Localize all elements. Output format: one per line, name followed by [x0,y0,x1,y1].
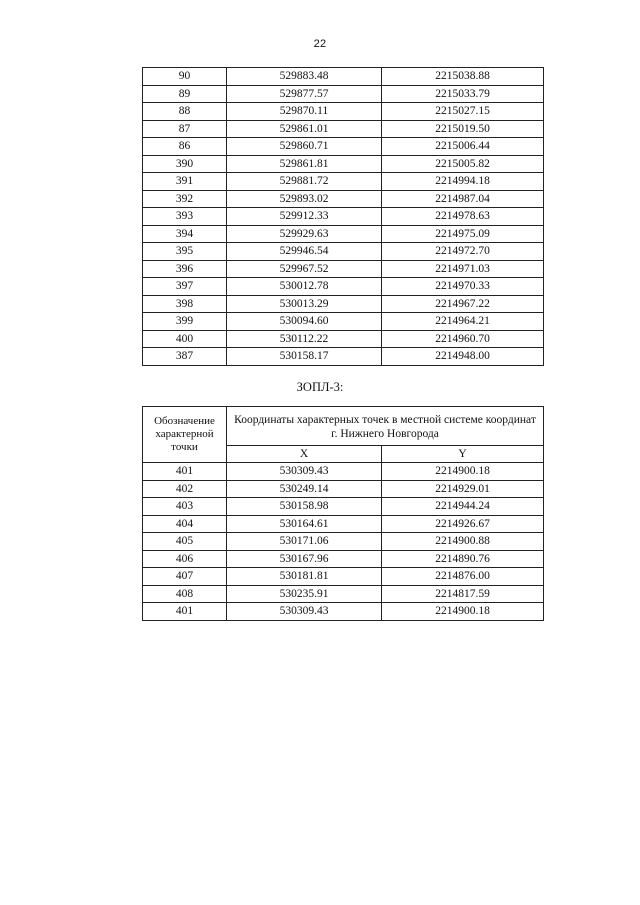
point-designation-header: Обозначение характерной точки [143,407,227,463]
y-coordinate-cell: 2215038.88 [382,68,544,86]
x-coordinate-cell: 529893.02 [227,190,382,208]
y-coordinate-cell: 2214876.00 [382,568,544,586]
y-coordinate-cell: 2214929.01 [382,480,544,498]
y-coordinate-cell: 2214987.04 [382,190,544,208]
x-coordinate-cell: 530235.91 [227,585,382,603]
table-row [143,68,544,86]
x-coordinate-cell: 530309.43 [227,603,382,621]
y-coordinate-cell: 2214975.09 [382,225,544,243]
y-coordinate-cell: 2214900.18 [382,603,544,621]
point-number-cell: 404 [143,515,227,533]
point-number-cell: 387 [143,348,227,366]
table-row [143,463,544,481]
x-coordinate-cell: 529929.63 [227,225,382,243]
table-row [143,568,544,586]
x-coordinate-cell: 530158.98 [227,498,382,516]
point-number-cell: 392 [143,190,227,208]
table-row [143,85,544,103]
y-coordinate-cell: 2214964.21 [382,313,544,331]
x-coordinate-cell: 529967.52 [227,260,382,278]
y-coordinate-cell: 2214890.76 [382,550,544,568]
table-row [143,295,544,313]
header-row [143,407,544,446]
y-coordinate-cell: 2214972.70 [382,243,544,261]
zopl3-coordinates-table [142,406,544,621]
coordinates-table-continued [142,67,544,366]
zopl3-table-body [143,463,544,621]
x-coordinate-cell: 529883.48 [227,68,382,86]
point-number-cell: 403 [143,498,227,516]
coordinates-table-body [143,68,544,366]
point-number-cell: 402 [143,480,227,498]
table-row [143,515,544,533]
y-coordinate-cell: 2214960.70 [382,330,544,348]
table-row [143,120,544,138]
y-coordinate-cell: 2214817.59 [382,585,544,603]
table-row [143,155,544,173]
x-coordinate-cell: 530094.60 [227,313,382,331]
table-row [143,138,544,156]
y-axis-header: Y [382,446,544,463]
y-coordinate-cell: 2215027.15 [382,103,544,121]
y-coordinate-cell: 2215006.44 [382,138,544,156]
y-coordinate-cell: 2215033.79 [382,85,544,103]
x-coordinate-cell: 529946.54 [227,243,382,261]
point-number-cell: 398 [143,295,227,313]
point-number-cell: 394 [143,225,227,243]
y-coordinate-cell: 2214970.33 [382,278,544,296]
y-coordinate-cell: 2214994.18 [382,173,544,191]
y-coordinate-cell: 2214944.24 [382,498,544,516]
table-row [143,348,544,366]
point-number-cell: 408 [143,585,227,603]
page-number: 22 [313,38,327,50]
x-coordinate-cell: 529861.01 [227,120,382,138]
section-title: ЗОПЛ-3: [296,380,344,394]
x-coordinate-cell: 529912.33 [227,208,382,226]
point-number-cell: 395 [143,243,227,261]
point-number-cell: 90 [143,68,227,86]
point-number-cell: 399 [143,313,227,331]
table-row [143,533,544,551]
point-number-cell: 397 [143,278,227,296]
point-number-cell: 393 [143,208,227,226]
x-coordinate-cell: 530164.61 [227,515,382,533]
point-number-cell: 87 [143,120,227,138]
point-number-cell: 88 [143,103,227,121]
y-coordinate-cell: 2214971.03 [382,260,544,278]
point-number-cell: 86 [143,138,227,156]
y-coordinate-cell: 2214948.00 [382,348,544,366]
x-coordinate-cell: 529860.71 [227,138,382,156]
table-row [143,550,544,568]
table-header [143,407,544,463]
table-row [143,603,544,621]
coordinates-header: Координаты характерных точек в местной системе координат г. Нижнего Новгорода [227,407,544,446]
table-row [143,243,544,261]
point-number-cell: 390 [143,155,227,173]
point-number-cell: 391 [143,173,227,191]
point-number-cell: 400 [143,330,227,348]
table-row [143,330,544,348]
x-coordinate-cell: 529861.81 [227,155,382,173]
point-number-cell: 396 [143,260,227,278]
x-coordinate-cell: 530167.96 [227,550,382,568]
table-row [143,173,544,191]
table-row [143,260,544,278]
point-number-cell: 89 [143,85,227,103]
x-axis-header: X [227,446,382,463]
table-row [143,313,544,331]
x-coordinate-cell: 530309.43 [227,463,382,481]
table-row [143,585,544,603]
y-coordinate-cell: 2215019.50 [382,120,544,138]
point-number-cell: 406 [143,550,227,568]
point-number-cell: 407 [143,568,227,586]
x-coordinate-cell: 530112.22 [227,330,382,348]
point-number-cell: 401 [143,603,227,621]
table-row [143,278,544,296]
table-row [143,225,544,243]
x-coordinate-cell: 530158.17 [227,348,382,366]
table-row [143,190,544,208]
x-coordinate-cell: 529870.11 [227,103,382,121]
y-coordinate-cell: 2214900.88 [382,533,544,551]
y-coordinate-cell: 2214900.18 [382,463,544,481]
table-row [143,103,544,121]
y-coordinate-cell: 2214926.67 [382,515,544,533]
x-coordinate-cell: 529877.57 [227,85,382,103]
x-coordinate-cell: 530171.06 [227,533,382,551]
table-row [143,498,544,516]
x-coordinate-cell: 530012.78 [227,278,382,296]
x-coordinate-cell: 530249.14 [227,480,382,498]
x-coordinate-cell: 530013.29 [227,295,382,313]
table-row [143,480,544,498]
table-row [143,208,544,226]
x-coordinate-cell: 530181.81 [227,568,382,586]
point-number-cell: 401 [143,463,227,481]
y-coordinate-cell: 2215005.82 [382,155,544,173]
y-coordinate-cell: 2214967.22 [382,295,544,313]
x-coordinate-cell: 529881.72 [227,173,382,191]
point-number-cell: 405 [143,533,227,551]
y-coordinate-cell: 2214978.63 [382,208,544,226]
